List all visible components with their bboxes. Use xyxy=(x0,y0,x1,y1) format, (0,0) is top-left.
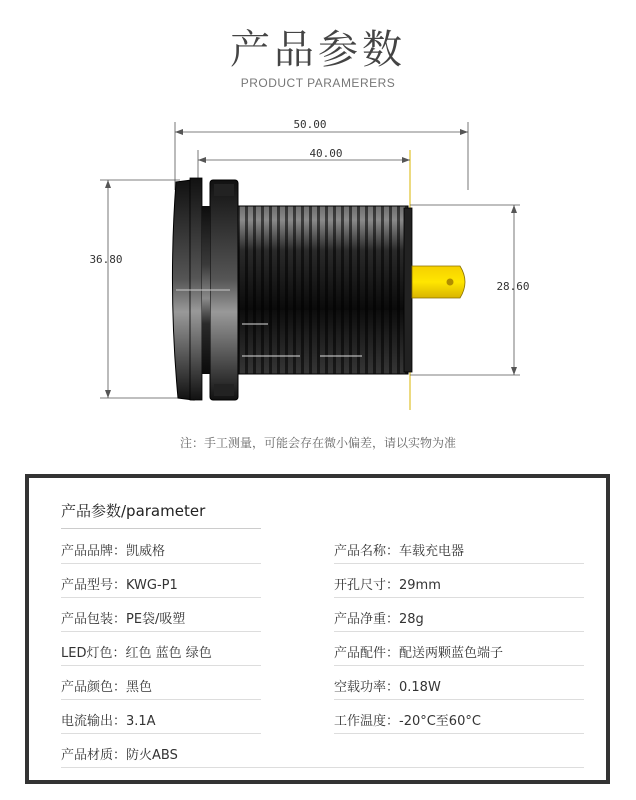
page-title: 产品参数 xyxy=(230,27,406,73)
dim-label-thread: 28.60 xyxy=(496,280,530,293)
product-body xyxy=(172,178,465,400)
row-divider xyxy=(334,597,584,598)
page-subtitle: PRODUCT PARAMERERS xyxy=(240,76,396,90)
param-package: 产品包装：PE袋/吸塑 xyxy=(61,612,186,627)
param-model: 产品型号：KWG-P1 xyxy=(61,578,178,593)
row-divider xyxy=(61,597,261,598)
row-divider xyxy=(61,699,261,700)
panel-title-divider xyxy=(61,528,261,529)
row-divider xyxy=(334,699,584,700)
dimension-flange-diameter xyxy=(89,180,180,398)
row-divider xyxy=(61,563,261,564)
dim-label-flange: 36.80 xyxy=(89,253,123,266)
dim-label-total: 50.00 xyxy=(293,118,327,131)
param-color: 产品颜色：黑色 xyxy=(61,680,153,695)
param-accessories: 产品配件：配送两颗蓝色端子 xyxy=(334,646,504,661)
parameter-panel-title: 产品参数/parameter xyxy=(61,502,206,520)
row-divider xyxy=(61,733,261,734)
measurement-note: 注：手工测量，可能会存在微小偏差，请以实物为准 xyxy=(179,436,456,450)
row-divider xyxy=(61,631,261,632)
dim-label-body: 40.00 xyxy=(309,147,343,160)
row-divider xyxy=(61,665,261,666)
row-divider xyxy=(334,733,584,734)
param-led-color: LED灯色：红色 蓝色 绿色 xyxy=(61,646,212,661)
param-idle-power: 空载功率：0.18W xyxy=(334,680,441,695)
product-dimension-drawing xyxy=(0,110,636,430)
row-divider xyxy=(334,631,584,632)
param-brand: 产品品牌：凯威格 xyxy=(61,544,166,559)
param-current-output: 电流输出：3.1A xyxy=(61,714,156,729)
parameter-panel xyxy=(25,474,610,784)
param-operating-temp: 工作温度：-20°C至60°C xyxy=(334,714,481,729)
param-hole-size: 开孔尺寸：29mm xyxy=(334,578,441,593)
param-name: 产品名称：车载充电器 xyxy=(334,544,465,559)
row-divider xyxy=(61,767,584,768)
param-weight: 产品净重：28g xyxy=(334,612,424,627)
param-material: 产品材质：防火ABS xyxy=(61,748,178,763)
row-divider xyxy=(334,665,584,666)
row-divider xyxy=(334,563,584,564)
